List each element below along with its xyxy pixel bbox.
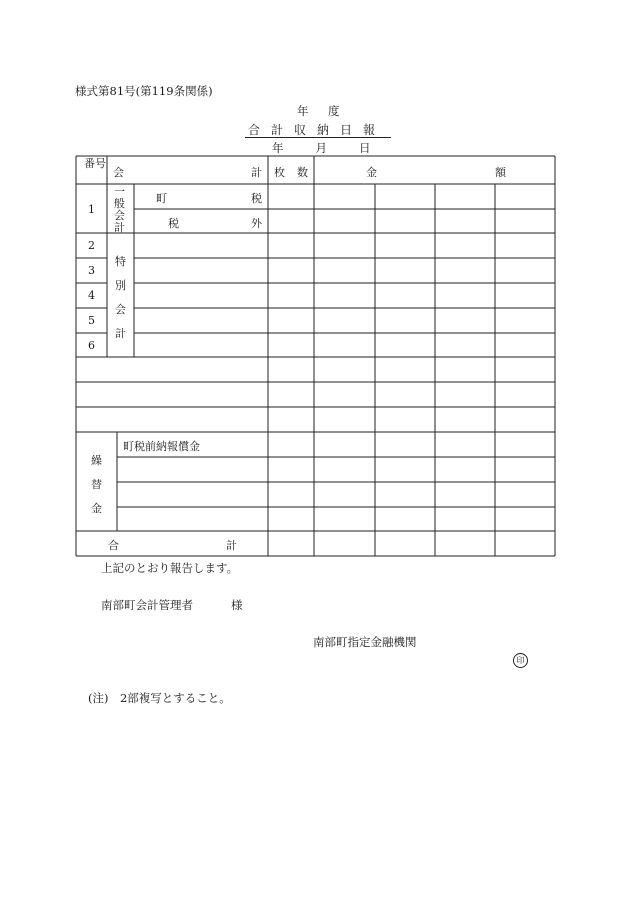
- general-nontax-left: 税: [168, 217, 179, 230]
- header-number: 番号: [84, 157, 106, 170]
- general-tax-right: 税: [251, 192, 262, 205]
- header-account-left: 会: [113, 166, 124, 179]
- total-left: 合: [108, 539, 119, 552]
- report-statement: 上記のとおり報告します。: [101, 561, 239, 575]
- header-count-left: 枚: [274, 166, 285, 179]
- addressee: 南部町会計管理者: [101, 598, 193, 612]
- row-number-1: 1: [88, 203, 95, 216]
- seal-mark: 印: [513, 653, 528, 668]
- form-code: 様式第81号(第119条関係): [75, 84, 213, 98]
- general-tax-left: 町: [156, 192, 167, 205]
- total-right: 計: [226, 539, 237, 552]
- row-number-4: 4: [88, 289, 95, 302]
- honorific: 様: [231, 598, 243, 612]
- row-number-5: 5: [88, 314, 95, 327]
- title-date: 年 月 日: [272, 141, 374, 155]
- sender-bank: 南部町指定金融機関: [313, 635, 417, 649]
- header-amount-left: 金: [366, 166, 377, 179]
- row-number-6: 6: [88, 339, 95, 352]
- header-count-right: 数: [297, 166, 308, 179]
- page-title: 合計収納日報: [248, 123, 387, 137]
- special-account-label: 特別会計: [115, 255, 126, 340]
- transfer-item-prepayment-reward: 町税前納報償金: [123, 440, 200, 453]
- general-nontax-right: 外: [251, 217, 262, 230]
- row-number-2: 2: [88, 239, 95, 252]
- transfer-label: 繰替金: [91, 454, 102, 515]
- general-account-label: 一般会計: [114, 185, 125, 234]
- row-number-3: 3: [88, 264, 95, 277]
- header-account-right: 計: [251, 166, 262, 179]
- title-year: 年 度: [297, 104, 344, 118]
- note: (注) 2部複写とすること。: [88, 691, 231, 705]
- header-amount-right: 額: [495, 166, 506, 179]
